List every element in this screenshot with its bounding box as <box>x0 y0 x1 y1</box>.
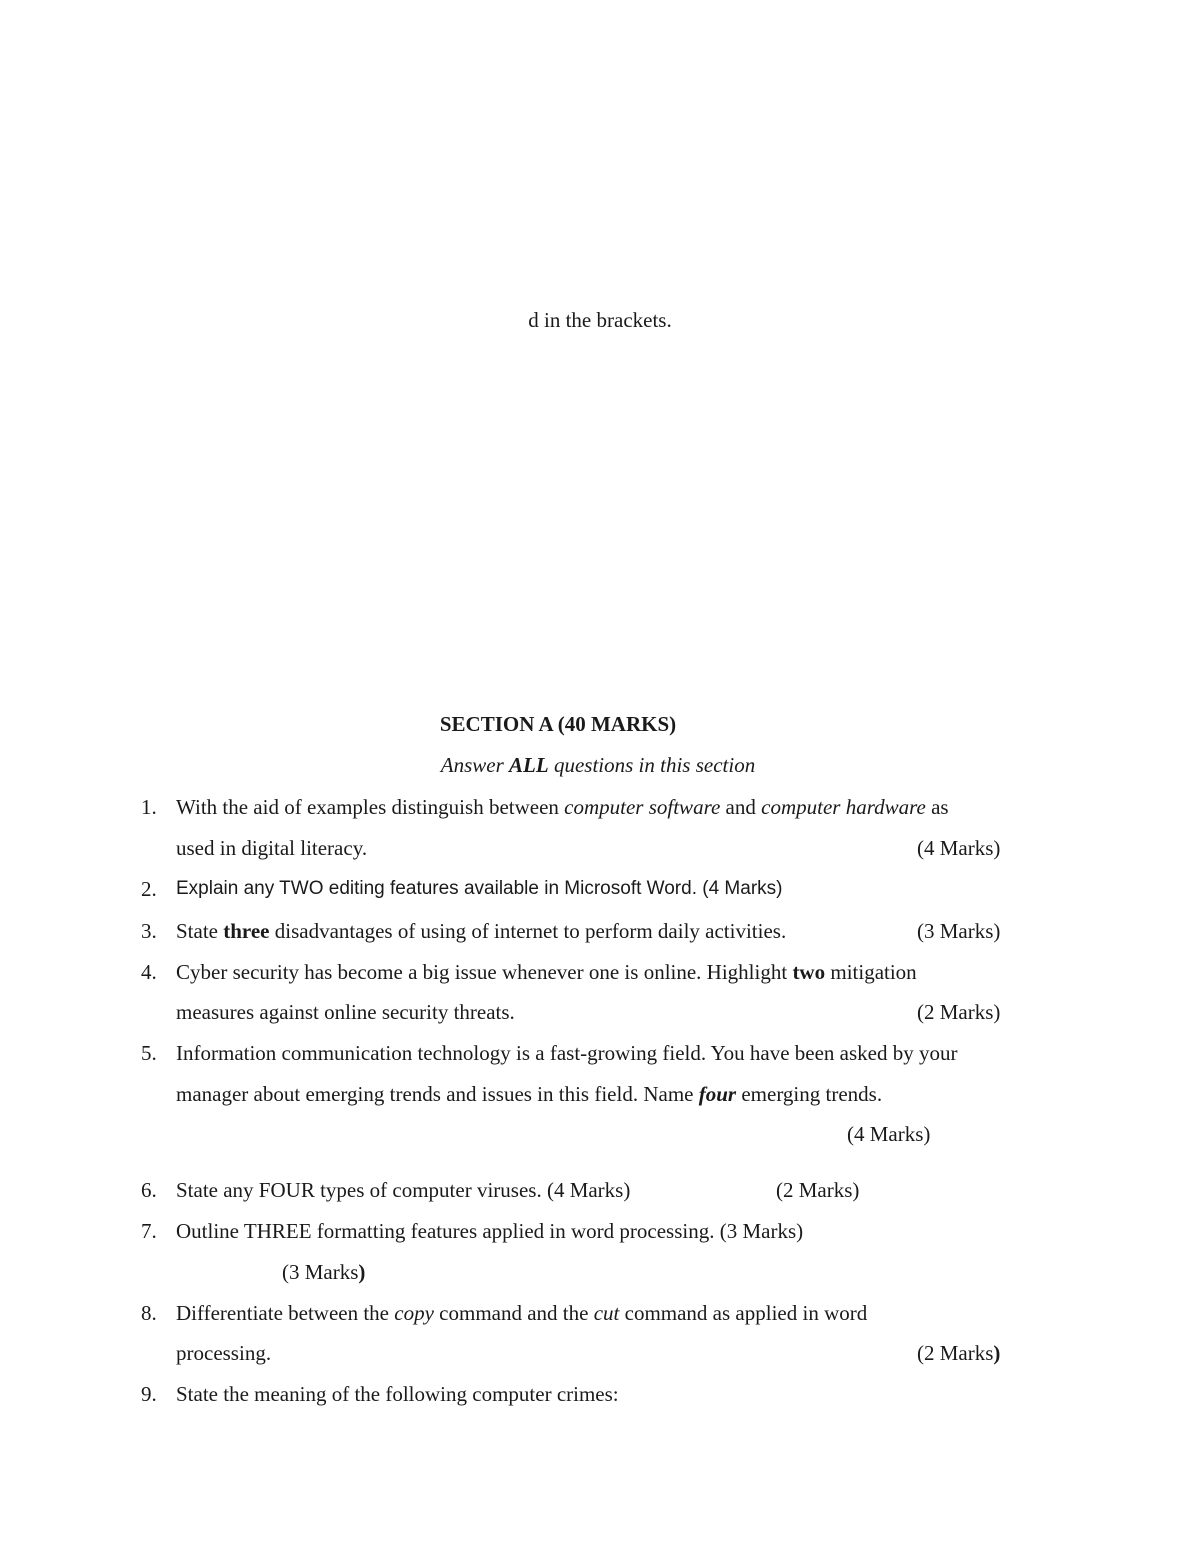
question-5-line-2 <box>176 1081 882 1107</box>
q8-text-e: command as applied in word <box>619 1301 868 1325</box>
question-9-text: State the meaning of the following computer crimes: <box>176 1382 619 1406</box>
instructions-post: questions in this section <box>548 753 756 777</box>
q8-marks-pre: (2 Marks <box>917 1341 994 1365</box>
q3-text-c: disadvantages of using of internet to perform daily activities. <box>269 919 787 943</box>
text-fragment: d in the brackets. <box>528 308 672 332</box>
question-1-line-1 <box>176 794 949 820</box>
question-number: 9. <box>141 1382 157 1406</box>
question-5-marks: (4 Marks) <box>847 1122 931 1146</box>
q8-term-cut: cut <box>593 1301 620 1325</box>
q4-text-a: Cyber security has become a big issue whenever one is online. Highlight <box>176 960 793 984</box>
question-3-text <box>176 918 786 944</box>
q8-term-copy: copy <box>394 1301 434 1325</box>
question-number: 5. <box>141 1041 157 1065</box>
q7-marks-pre: (3 Marks <box>282 1260 359 1284</box>
question-number: 7. <box>141 1219 157 1243</box>
question-4-line-1 <box>176 959 917 985</box>
question-4-marks: (2 Marks) <box>917 1000 1001 1024</box>
section-title: SECTION A (40 MARKS) <box>439 712 677 736</box>
question-8-line-1 <box>176 1300 867 1326</box>
q5-emphasis: four <box>698 1082 737 1106</box>
q4-emphasis: two <box>792 960 826 984</box>
question-1-marks: (4 Marks) <box>917 836 1001 860</box>
question-8-marks <box>917 1340 1000 1366</box>
question-number: 6. <box>141 1178 157 1202</box>
question-number: 4. <box>141 960 157 984</box>
q1-text-e: as <box>925 795 949 819</box>
q3-emphasis: three <box>223 919 270 943</box>
q1-text-a: With the aid of examples distinguish between <box>176 795 565 819</box>
question-6-text: State any FOUR types of computer viruses. (4 Marks) <box>176 1178 631 1202</box>
q8-text-c: command and the <box>433 1301 594 1325</box>
q8-marks-close: ) <box>993 1341 1001 1365</box>
question-7-text: Outline THREE formatting features applied in word processing. (3 Marks) <box>176 1219 804 1243</box>
q1-text-c: and <box>720 795 762 819</box>
question-number: 1. <box>141 795 157 819</box>
question-number: 2. <box>141 877 157 901</box>
question-number: 3. <box>141 919 157 943</box>
question-1-line-2: used in digital literacy. <box>176 836 368 860</box>
q5-text-c: emerging trends. <box>736 1082 883 1106</box>
q1-term-software: computer software <box>564 795 721 819</box>
question-7-marks <box>282 1259 365 1285</box>
q4-text-c: mitigation <box>825 960 917 984</box>
q5-text-a: manager about emerging trends and issues in this field. Name <box>176 1082 699 1106</box>
q8-text-a: Differentiate between the <box>176 1301 395 1325</box>
question-number: 8. <box>141 1301 157 1325</box>
question-3-marks: (3 Marks) <box>917 919 1001 943</box>
question-8-line-2: processing. <box>176 1341 272 1365</box>
instructions-emphasis: ALL <box>509 753 549 777</box>
q1-term-hardware: computer hardware <box>761 795 926 819</box>
question-6-marks: (2 Marks) <box>776 1178 860 1202</box>
question-4-line-2: measures against online security threats. <box>176 1000 515 1024</box>
instructions-pre: Answer <box>440 753 510 777</box>
question-2-text: Explain any TWO editing features available in Microsoft Word. (4 Marks) <box>176 878 783 899</box>
section-instructions <box>0 753 1196 778</box>
q7-marks-close: ) <box>358 1260 366 1284</box>
q3-text-a: State <box>176 919 224 943</box>
question-5-line-1: Information communication technology is a fast-growing field. You have been asked by your <box>176 1041 958 1065</box>
